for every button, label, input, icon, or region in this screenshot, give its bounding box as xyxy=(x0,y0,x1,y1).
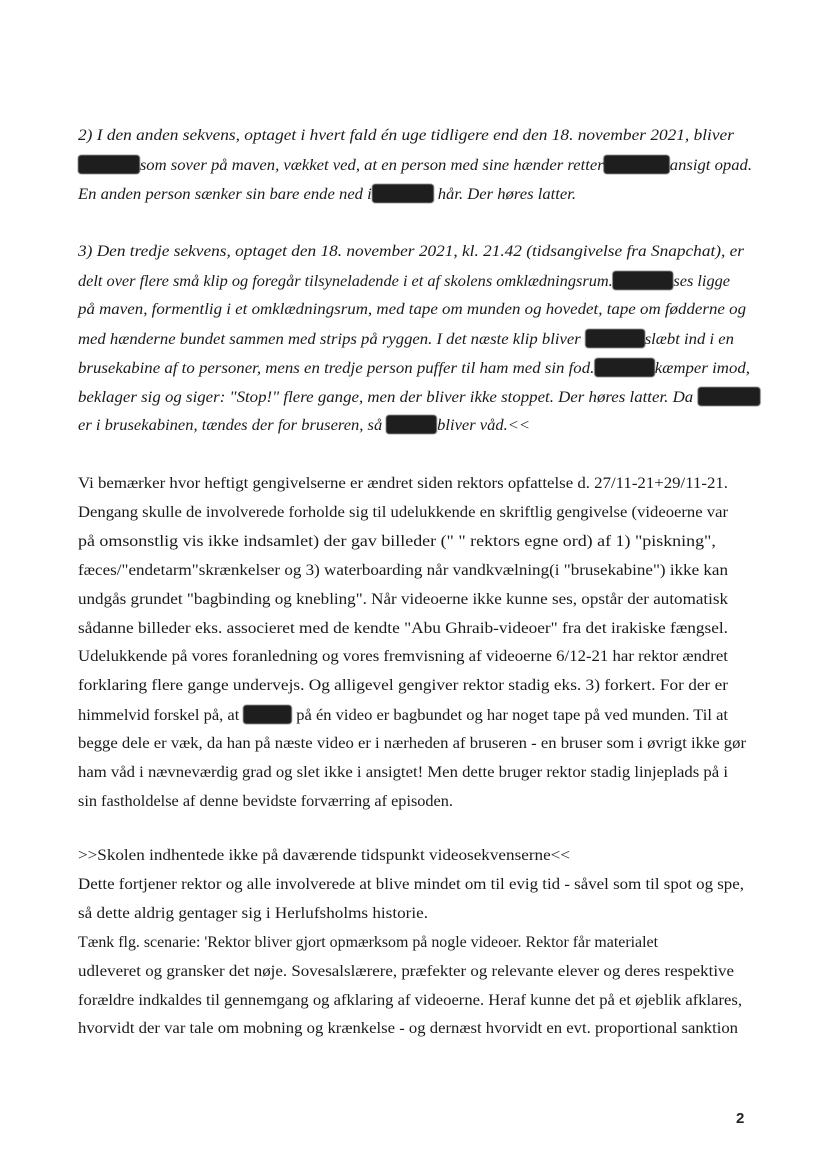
text-segment: beklager sig og siger: "Stop!" flere gange, men der bliver ikke stoppet. Der høres latter. Da xyxy=(78,388,698,406)
text-line xyxy=(78,846,570,866)
text-line xyxy=(78,619,728,639)
text-line xyxy=(78,792,453,812)
redaction-mark xyxy=(604,155,670,174)
text-segment: som sover på maven, vækket ved, at en person med sine hænder retter xyxy=(139,157,604,174)
text-segment: sin fastholdelse af denne bevidste forværring af episoden. xyxy=(78,792,453,810)
text-segment: 2) I den anden sekvens, optaget i hvert fald én uge tidligere end den 18. november 2021, bliver xyxy=(78,127,734,144)
text-segment: ses ligge xyxy=(673,272,731,290)
text-line xyxy=(78,676,728,696)
text-segment: delt over flere små klip og foregår tilsyneladende i et af skolens omklædningsrum. xyxy=(78,272,613,290)
text-segment: Udelukkende på vores foranledning og vores fremvisning af videoerne 6/12-21 har rektor ændret xyxy=(78,648,728,666)
text-line xyxy=(78,875,744,895)
text-segment: Tænk flg. scenarie: 'Rektor bliver gjort opmærksom på nogle videoer. Rektor får materialet xyxy=(78,933,659,951)
text-segment: forklaring flere gange undervejs. Og alligevel gengiver rektor stadig eks. 3) forkert. For der er xyxy=(78,677,729,695)
text-line xyxy=(78,763,728,783)
text-segment: ham våd i nævneværdig grad og slet ikke i ansigtet! Men dette bruger rektor stadig linjeplads på i xyxy=(78,764,728,781)
text-line xyxy=(78,647,728,667)
text-line xyxy=(78,962,734,982)
redaction-mark xyxy=(697,387,760,406)
text-segment: forældre indkaldes til gennemgang og afklaring af videoerne. Heraf kunne det på et øjeblik afklares, xyxy=(78,991,742,1009)
text-line xyxy=(78,474,728,494)
redaction-mark xyxy=(585,329,645,348)
text-segment: Dengang skulle de involverede forholde sig til udelukkende en skriftlig gengivelse (videoerne var xyxy=(78,503,729,521)
text-segment: kæmper imod, xyxy=(654,359,750,377)
text-line xyxy=(78,991,742,1011)
text-segment: Vi bemærker hvor heftigt gengivelserne er ændret siden rektors opfattelse d. 27/11-21+29/11-21. xyxy=(78,475,728,492)
text-segment: på maven, formentlig i et omklædningsrum, med tape om munden og hovedet, tape om fødderne og xyxy=(78,300,747,318)
text-line xyxy=(78,705,728,726)
text-line xyxy=(78,1019,738,1039)
redaction-mark xyxy=(78,155,140,174)
redaction-mark xyxy=(613,271,674,290)
text-line xyxy=(78,300,746,320)
text-line xyxy=(78,358,750,379)
text-segment: brusekabine af to personer, mens en tredje person puffer til ham med sin fod. xyxy=(78,359,595,377)
text-segment: er i brusekabinen, tændes der for bruseren, så xyxy=(78,417,387,435)
text-segment: ansigt opad. xyxy=(669,157,752,174)
text-line xyxy=(78,271,730,292)
text-segment: hvorvidt der var tale om mobning og krænkelse - og dernæst hvorvidt en evt. proportional sanktion xyxy=(78,1020,739,1038)
text-segment: Dette fortjener rektor og alle involverede at blive mindet om til evig tid - såvel som til spot og spe, xyxy=(78,875,744,893)
text-segment: fæces/"endetarm"skrænkelser og 3) waterboarding når vandkvælning(i "brusekabine") ikke kan xyxy=(78,561,728,579)
redaction-mark xyxy=(243,705,292,724)
text-line xyxy=(78,126,734,146)
text-line xyxy=(78,329,734,350)
text-segment: på omsonstlig vis ikke indsamlet) der gav billeder (" " rektors egne ord) af 1) "piskning", xyxy=(78,532,716,550)
text-segment: udleveret og gransker det nøje. Sovesalslærere, præfekter og relevante elever og deres respektive xyxy=(78,962,735,980)
text-segment: hår. Der høres latter. xyxy=(433,186,577,203)
text-line xyxy=(78,933,658,953)
redaction-mark xyxy=(386,415,437,434)
text-segment: 3) Den tredje sekvens, optaget den 18. november 2021, kl. 21.42 (tidsangivelse fra Snapchat), er xyxy=(78,243,745,260)
text-segment: slæbt ind i en xyxy=(644,330,734,348)
text-line xyxy=(78,387,760,408)
text-line xyxy=(78,734,746,754)
text-segment: på én video er bagbundet og har noget tape på ved munden. Til at xyxy=(292,707,728,725)
text-line xyxy=(78,503,728,523)
text-line xyxy=(78,590,728,610)
text-line xyxy=(78,155,752,176)
text-line xyxy=(78,561,728,581)
text-segment: >>Skolen indhentede ikke på daværende tidspunkt videosekvenserne<< xyxy=(78,847,570,864)
text-segment: sådanne billeder eks. associeret med de kendte "Abu Ghraib-videoer" fra det irakiske fængsel. xyxy=(78,619,728,637)
text-line xyxy=(78,242,744,262)
text-segment: så dette aldrig gentager sig i Herlufsholms historie. xyxy=(78,904,429,922)
text-line xyxy=(78,532,716,552)
text-segment: begge dele er væk, da han på næste video er i nærheden af bruseren - en bruser som i øvrigt ikke gør xyxy=(78,735,746,753)
text-segment: med hænderne bundet sammen med strips på ryggen. I det næste klip bliver xyxy=(78,330,585,348)
text-line xyxy=(78,415,530,436)
text-segment: undgås grundet "bagbinding og knebling". Når videoerne ikke kunne ses, opstår der automatisk xyxy=(78,590,729,608)
redaction-mark xyxy=(594,358,654,377)
redaction-mark xyxy=(372,184,434,203)
text-segment: bliver våd.<< xyxy=(437,417,530,435)
text-line xyxy=(78,904,428,924)
text-segment: himmelvid forskel på, at xyxy=(78,707,244,725)
page-number: 2 xyxy=(736,1110,745,1127)
text-segment: En anden person sænker sin bare ende ned i xyxy=(78,186,372,203)
text-line xyxy=(78,184,576,205)
